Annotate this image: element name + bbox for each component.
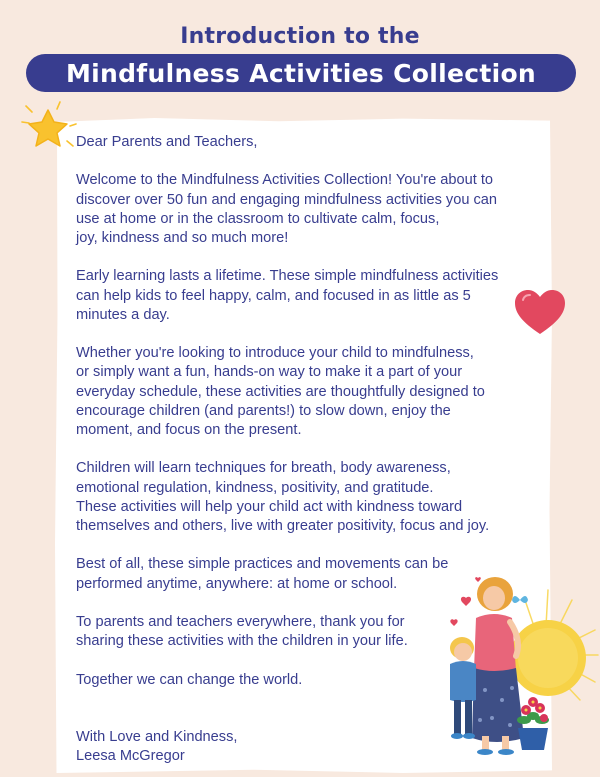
letter-paragraph: Best of all, these simple practices and movements can be performed anytime, anywhere: at home or school.	[76, 556, 449, 592]
letter-paragraph: Together we can change the world.	[76, 671, 303, 688]
letter-paragraph: Children will learn techniques for breath, body awareness, emotional regulation, kindness, positivity, and gratitude. These activities will help your child act with kindness toward themselves and others, live with greater positivity, focus and joy.	[76, 460, 490, 534]
title-line-1: Introduction to the	[180, 24, 420, 49]
letter-paragraph: To parents and teachers everywhere, thank you for sharing these activities with the children in your life.	[76, 613, 408, 650]
letter-greeting: Dear Parents and Teachers,	[76, 134, 258, 150]
letter-paragraph: Whether you're looking to introduce your child to mindfulness, or simply want a fun, hands-on way to make it a part of your everyday schedule, these activities are thoughtfully designed to encourage children (and parents!) to slow down, enjoy the moment, and focus on the present.	[76, 345, 485, 438]
star-icon	[18, 96, 82, 160]
mother-child-illustration	[430, 560, 600, 760]
letter-paragraph: Welcome to the Mindfulness Activities Collection! You're about to discover over 50 fun and engaging mindfulness activities you can use at home or in the classroom to cultivate calm, focus, joy, kindness and so much more!	[76, 172, 498, 246]
letter-signature: Leesa McGregor	[76, 748, 185, 765]
title-banner	[26, 54, 576, 92]
letter-closing: With Love and Kindness,	[76, 728, 238, 745]
title-line-2: Mindfulness Activities Collection	[65, 58, 537, 88]
letter-paragraph: Early learning lasts a lifetime. These simple mindfulness activities can help kids to feel happy, calm, and focused in as little as 5 minutes a day.	[76, 268, 499, 323]
